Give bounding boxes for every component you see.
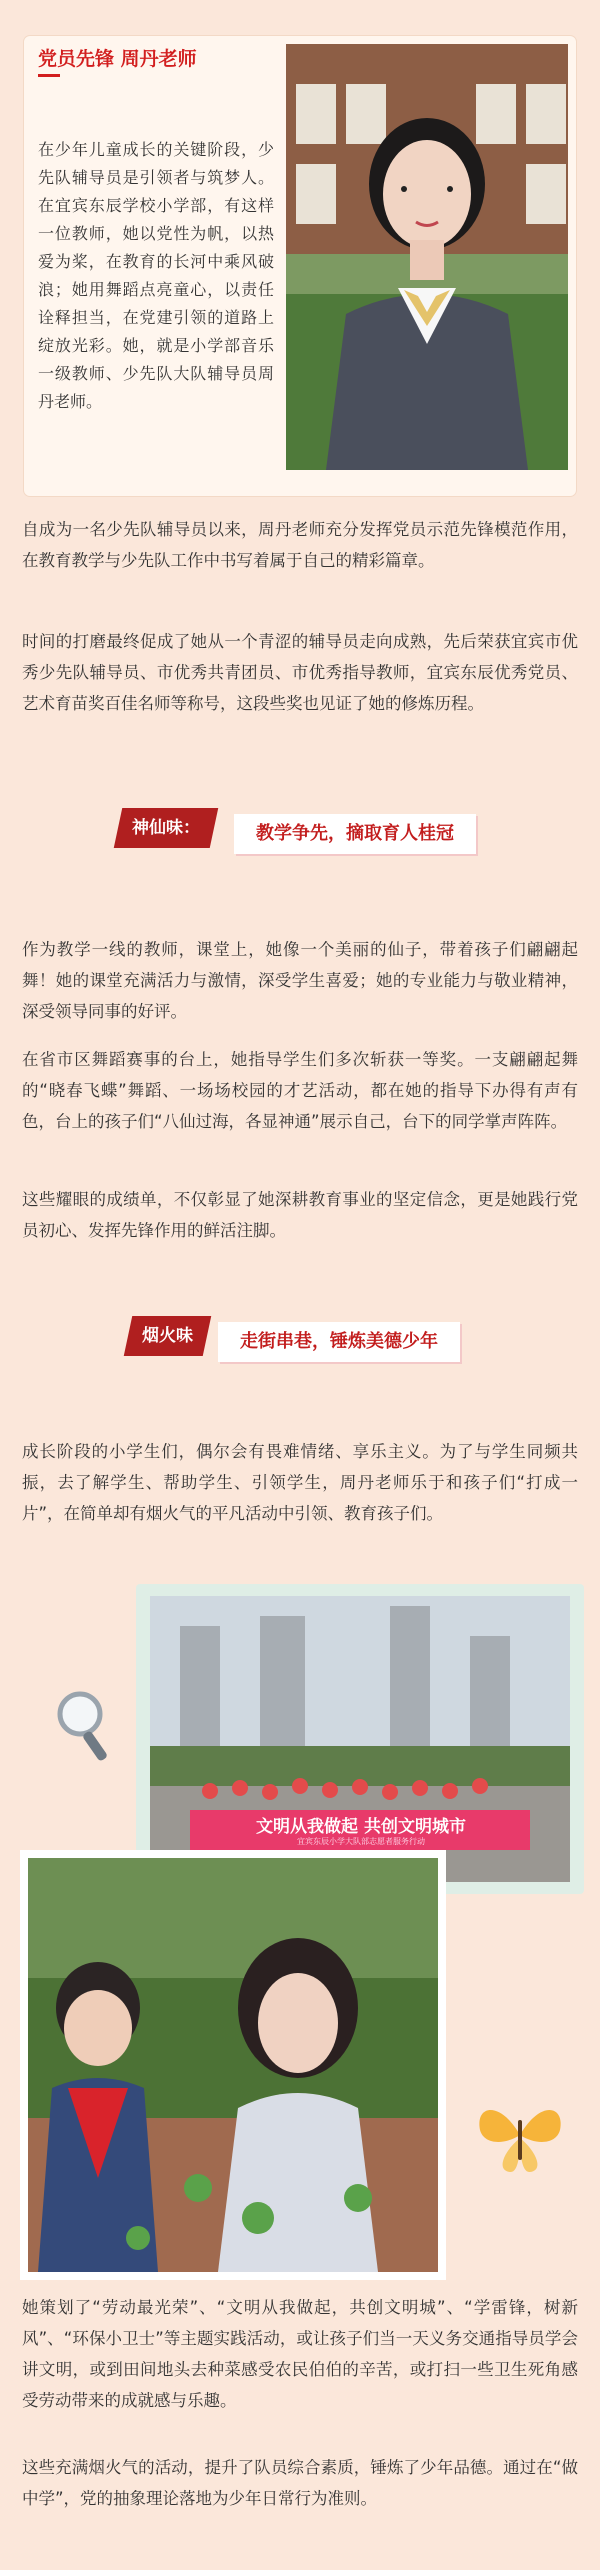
section2-banner — [128, 1316, 498, 1360]
section2-subtitle: 走街串巷，锤炼美德少年 — [218, 1322, 460, 1362]
section1-tag: 神仙味： — [114, 808, 219, 848]
section2-paragraph-1: 成长阶段的小学生们，偶尔会有畏难情绪、享乐主义。为了与学生同频共振，去了解学生、帮助学生、引领学生，周丹老师乐于和孩子们“打成一片”，在简单却有烟火气的平凡活动中引领、教育孩子们。 — [22, 1442, 578, 1523]
garden-photo — [28, 1858, 438, 2272]
butterfly-icon — [470, 2090, 570, 2180]
section2-paragraph-3: 这些充满烟火气的活动，提升了队员综合素质，锤炼了少年品德。通过在“做中学”，党的抽象理论落地为少年日常行为准则。 — [22, 2458, 578, 2508]
profile-bio: 在少年儿童成长的关键阶段，少先队辅导员是引领者与筑梦人。在宜宾东辰学校小学部，有这样一位教师，她以党性为帆，以热爱为桨，在教育的长河中乘风破浪；她用舞蹈点亮童心，以责任诠释担当，在党建引领的道路上绽放光彩。她，就是小学部音乐一级教师、少先队大队辅导员周丹老师。 — [38, 140, 274, 411]
section1-subtitle: 教学争先，摘取育人桂冠 — [234, 814, 476, 854]
title-underline — [38, 74, 60, 77]
group-banner-subtext: 宜宾东辰小学大队部志愿者服务行动 — [297, 1837, 425, 1846]
section1-paragraph-2: 在省市区舞蹈赛事的台上，她指导学生们多次斩获一等奖。一支翩翩起舞的“晓春飞蝶”舞蹈、一场场校园的才艺活动，都在她的指导下办得有声有色，台上的孩子们“八仙过海，各显神通”展示自己，台下的同学掌声阵阵。 — [22, 1050, 578, 1131]
portrait-illustration — [286, 44, 568, 470]
section2-tag: 烟火味 — [124, 1316, 212, 1356]
group-banner-text: 文明从我做起 共创文明城市 — [256, 1817, 466, 1837]
magnifier-icon — [54, 1688, 114, 1768]
garden-photo-illustration — [28, 1858, 438, 2272]
section2-paragraph-2: 她策划了“劳动最光荣”、“文明从我做起，共创文明城”、“学雷锋，树新风”、“环保小卫士”等主题实践活动，或让孩子们当一天义务交通指导员学会讲文明，或到田间地头去种菜感受农民伯伯的辛苦，或打扫一些卫生死角感受劳动带来的成就感与乐趣。 — [22, 2298, 578, 2410]
section1-paragraph-1: 作为教学一线的教师，课堂上，她像一个美丽的仙子，带着孩子们翩翩起舞！她的课堂充满活力与激情，深受学生喜爱；她的专业能力与敬业精神，深受领导同事的好评。 — [22, 940, 578, 1021]
teacher-portrait — [286, 44, 568, 470]
section1-paragraph-3: 这些耀眼的成绩单，不仅彰显了她深耕教育事业的坚定信念，更是她践行党员初心、发挥先锋作用的鲜活注脚。 — [22, 1190, 578, 1240]
profile-title: 党员先锋 周丹老师 — [38, 48, 197, 70]
intro-paragraph-2: 时间的打磨最终促成了她从一个青涩的辅导员走向成熟，先后荣获宜宾市优秀少先队辅导员、市优秀共青团员、市优秀指导教师，宜宾东辰优秀党员、艺术育苗奖百佳名师等称号，这段些奖也见证了她的修炼历程。 — [22, 632, 578, 713]
intro-paragraph-1: 自成为一名少先队辅导员以来，周丹老师充分发挥党员示范先锋模范作用，在教育教学与少先队工作中书写着属于自己的精彩篇章。 — [22, 520, 578, 570]
section1-banner — [118, 808, 498, 852]
